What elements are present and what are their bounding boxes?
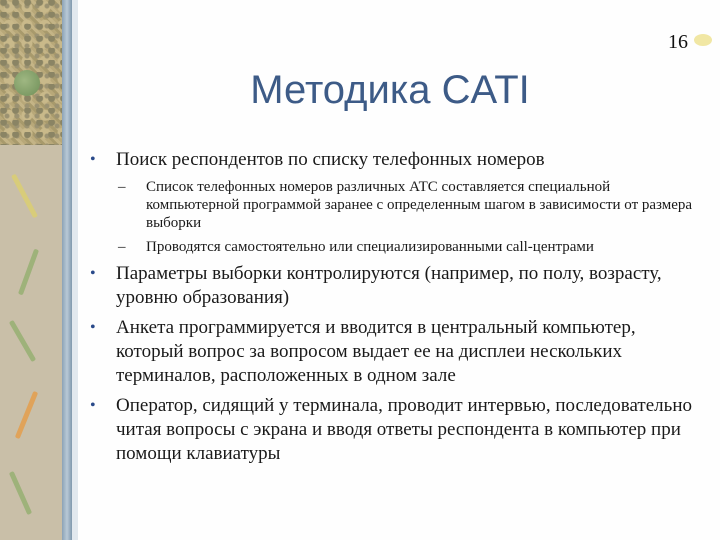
bullet-item <box>90 316 700 388</box>
blue-vertical-rule <box>62 0 72 540</box>
yellow-dot-decor <box>694 34 712 46</box>
bullet-marker: • <box>90 265 96 282</box>
sub-bullet-text: Проводятся самостоятельно или специализированными call-центрами <box>146 239 594 255</box>
green-disc-icon <box>14 70 40 96</box>
bullet-item <box>90 148 700 172</box>
light-vertical-rule <box>72 0 78 540</box>
bullet-text: Поиск респондентов по списку телефонных номеров <box>116 149 545 170</box>
sub-bullet-item <box>90 238 700 256</box>
bullet-text: Анкета программируется и вводится в центральный компьютер, который вопрос за вопросом выдает ее на дисплеи нескольких терминалов, расположенных в одном зале <box>116 317 636 386</box>
bullet-marker: • <box>90 151 96 168</box>
page-number: 16 <box>668 31 688 53</box>
sub-bullet-marker: – <box>118 239 126 255</box>
slide-content <box>90 148 700 472</box>
bullet-marker: • <box>90 319 96 336</box>
slide-title: Методика CATI <box>250 68 530 112</box>
bullet-text: Оператор, сидящий у терминала, проводит интервью, последовательно читая вопросы с экрана и вводя ответы респондента в компьютер при помощи клавиатуры <box>116 395 692 464</box>
bullet-item <box>90 394 700 466</box>
bullet-marker: • <box>90 397 96 414</box>
sub-bullet-item <box>90 178 700 232</box>
bullet-item <box>90 262 700 310</box>
sub-bullet-marker: – <box>118 179 126 195</box>
sub-bullet-text: Список телефонных номеров различных АТС составляется специальной компьютерной программой заранее с определенным шагом в зависимости от размера выборки <box>146 179 693 231</box>
bullet-text: Параметры выборки контролируются (например, по полу, возрасту, уровню образования) <box>116 263 662 308</box>
